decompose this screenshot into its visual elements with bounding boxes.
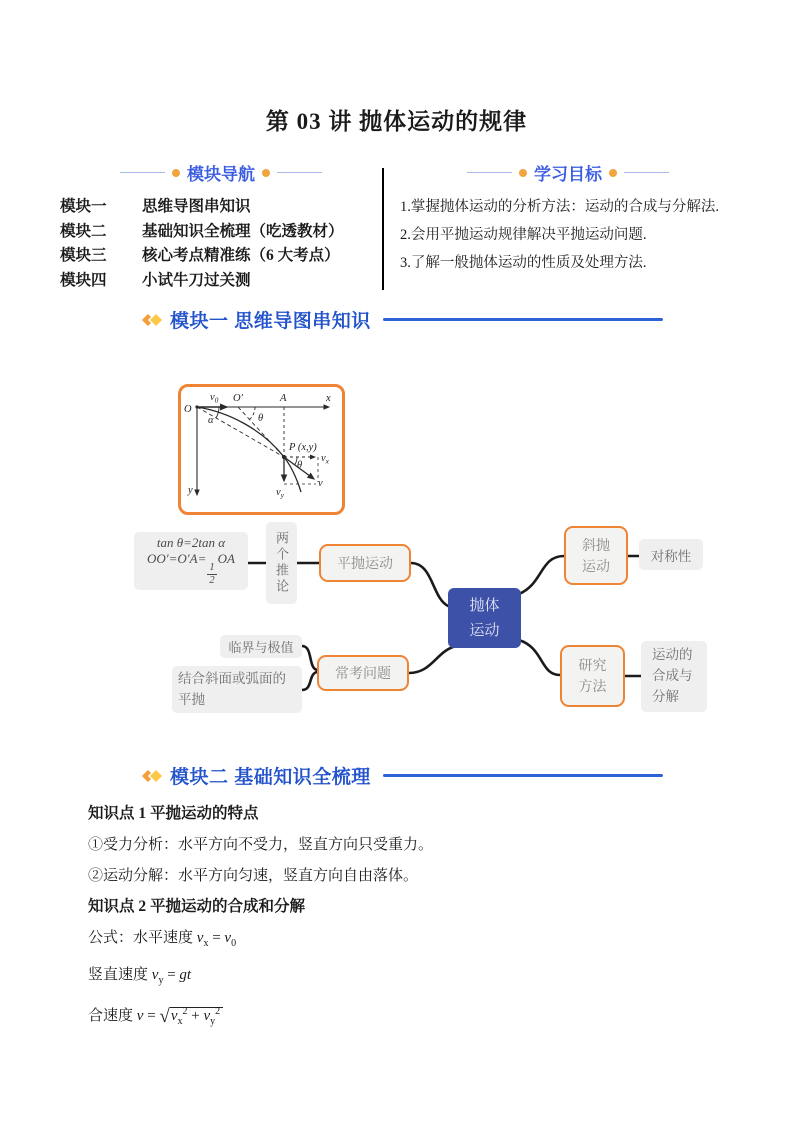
knowledge-section <box>88 805 738 1044</box>
nav-item-text: 思维导图串知识 <box>142 198 251 215</box>
header-rule-line <box>383 774 663 777</box>
formula-line1: tan θ=2tan α <box>156 534 226 550</box>
node-center: 抛体运动 <box>448 588 521 648</box>
nav-item-label: 模块二 <box>60 222 107 240</box>
nav-item-text: 小试牛刀过关测 <box>142 271 251 289</box>
node-xiepao: 斜抛运动 <box>564 526 628 585</box>
theta-angle-arc <box>250 407 256 420</box>
nav-list <box>60 195 382 293</box>
objectives-list <box>400 193 736 277</box>
origin-dot <box>195 405 198 408</box>
objectives-panel <box>384 160 736 293</box>
double-diamond-icon <box>140 766 164 786</box>
label-y: y <box>188 485 193 496</box>
node-pingpao: 平抛运动 <box>319 544 411 582</box>
node-hecheng-fenjie: 运动的合成与分解 <box>641 641 707 712</box>
nav-item-label: 模块一 <box>60 198 107 215</box>
nav-item-module2 <box>60 220 382 245</box>
node-formula <box>134 532 248 590</box>
nav-panel <box>60 160 382 293</box>
orange-dot-icon <box>609 169 617 177</box>
label-alpha: α <box>208 415 214 426</box>
nav-item-module3 <box>60 244 382 269</box>
mindmap <box>0 370 793 730</box>
decorative-line <box>467 172 512 173</box>
label-O: O <box>184 404 192 415</box>
double-diamond-icon <box>140 310 164 330</box>
label-theta1: θ <box>258 413 264 424</box>
formula-v: 合速度 $v = √v_x^2 + v_y^2$ <box>88 1003 738 1031</box>
header-rule-line <box>383 318 663 321</box>
label-P: P (x,y) <box>289 442 317 453</box>
label-A: A <box>280 393 287 404</box>
point-p-dot <box>282 455 286 459</box>
knowledge-point1-item: ①受力分析：水平方向不受力，竖直方向只受重力。 <box>88 837 434 853</box>
label-v: v <box>318 478 323 489</box>
formula-line2: OO′=O′A= $\frac{1}{2}$ OA <box>147 551 235 587</box>
objective-item: 2.会用平抛运动规律解决平抛运动问题. <box>400 227 647 243</box>
knowledge-point2-title: 知识点 2 平抛运动的合成和分解 <box>88 898 306 915</box>
label-vx: $v_x$ <box>321 453 330 466</box>
node-corollary: 两个推论 <box>266 522 297 604</box>
node-jiehe-pingpao: 结合斜面或弧面的平抛 <box>172 666 302 713</box>
objective-item: 1.掌握抛体运动的分析方法：运动的合成与分解法. <box>400 199 719 215</box>
formula-vy: 竖直速度 $v_y$ = gt <box>88 967 192 986</box>
objective-item: 3.了解一般抛体运动的性质及处理方法. <box>400 255 647 271</box>
nav-item-text: 核心考点精准练（6 大考点） <box>142 247 340 264</box>
radicand: $v_x^2 + v_y^2$ <box>170 1007 223 1024</box>
formula-vx: 公式：水平速度 $v_x = v_0$ <box>88 930 237 949</box>
module2-header <box>140 762 663 789</box>
orange-dot-icon <box>262 169 270 177</box>
module2-title: 模块二 基础知识全梳理 <box>170 767 371 788</box>
radical-sign: √ <box>159 1006 170 1027</box>
knowledge-point1-title: 知识点 1 平抛运动的特点 <box>88 805 259 822</box>
node-duichenxing: 对称性 <box>639 539 703 570</box>
nav-item-label: 模块三 <box>60 247 107 264</box>
nav-item-text: 基础知识全梳理（吃透教材） <box>142 222 344 240</box>
node-changkao: 常考问题 <box>317 655 409 691</box>
module1-header <box>140 306 663 333</box>
nav-header <box>60 160 382 185</box>
decorative-line <box>277 172 322 173</box>
orange-dot-icon <box>172 169 180 177</box>
objectives-header <box>400 160 736 185</box>
projectile-diagram-svg <box>181 387 342 512</box>
label-O-prime: O′ <box>233 393 243 404</box>
nav-item-module1 <box>60 195 382 220</box>
physics-diagram-frame <box>178 384 345 515</box>
objectives-header-label: 学习目标 <box>534 165 602 184</box>
nav-header-label: 模块导航 <box>187 165 255 184</box>
page-title: 第 03 讲 抛体运动的规律 <box>265 109 528 135</box>
decorative-line <box>624 172 669 173</box>
knowledge-point1-item: ②运动分解：水平方向匀速，竖直方向自由落体。 <box>88 868 419 884</box>
module1-title: 模块一 思维导图串知识 <box>170 311 371 332</box>
label-v0: $v_0$ <box>210 392 219 405</box>
label-vy: $v_y$ <box>276 487 285 500</box>
nav-objectives-section <box>60 160 736 293</box>
node-yanjiu: 研究方法 <box>560 645 625 707</box>
nav-item-module4 <box>60 269 382 294</box>
fraction: $\frac{1}{2}$ <box>209 562 215 587</box>
decorative-line <box>120 172 165 173</box>
label-x: x <box>326 393 331 404</box>
nav-item-label: 模块四 <box>60 271 107 289</box>
label-theta2: θ <box>297 460 303 471</box>
orange-dot-icon <box>519 169 527 177</box>
node-linjie: 临界与极值 <box>220 635 302 658</box>
